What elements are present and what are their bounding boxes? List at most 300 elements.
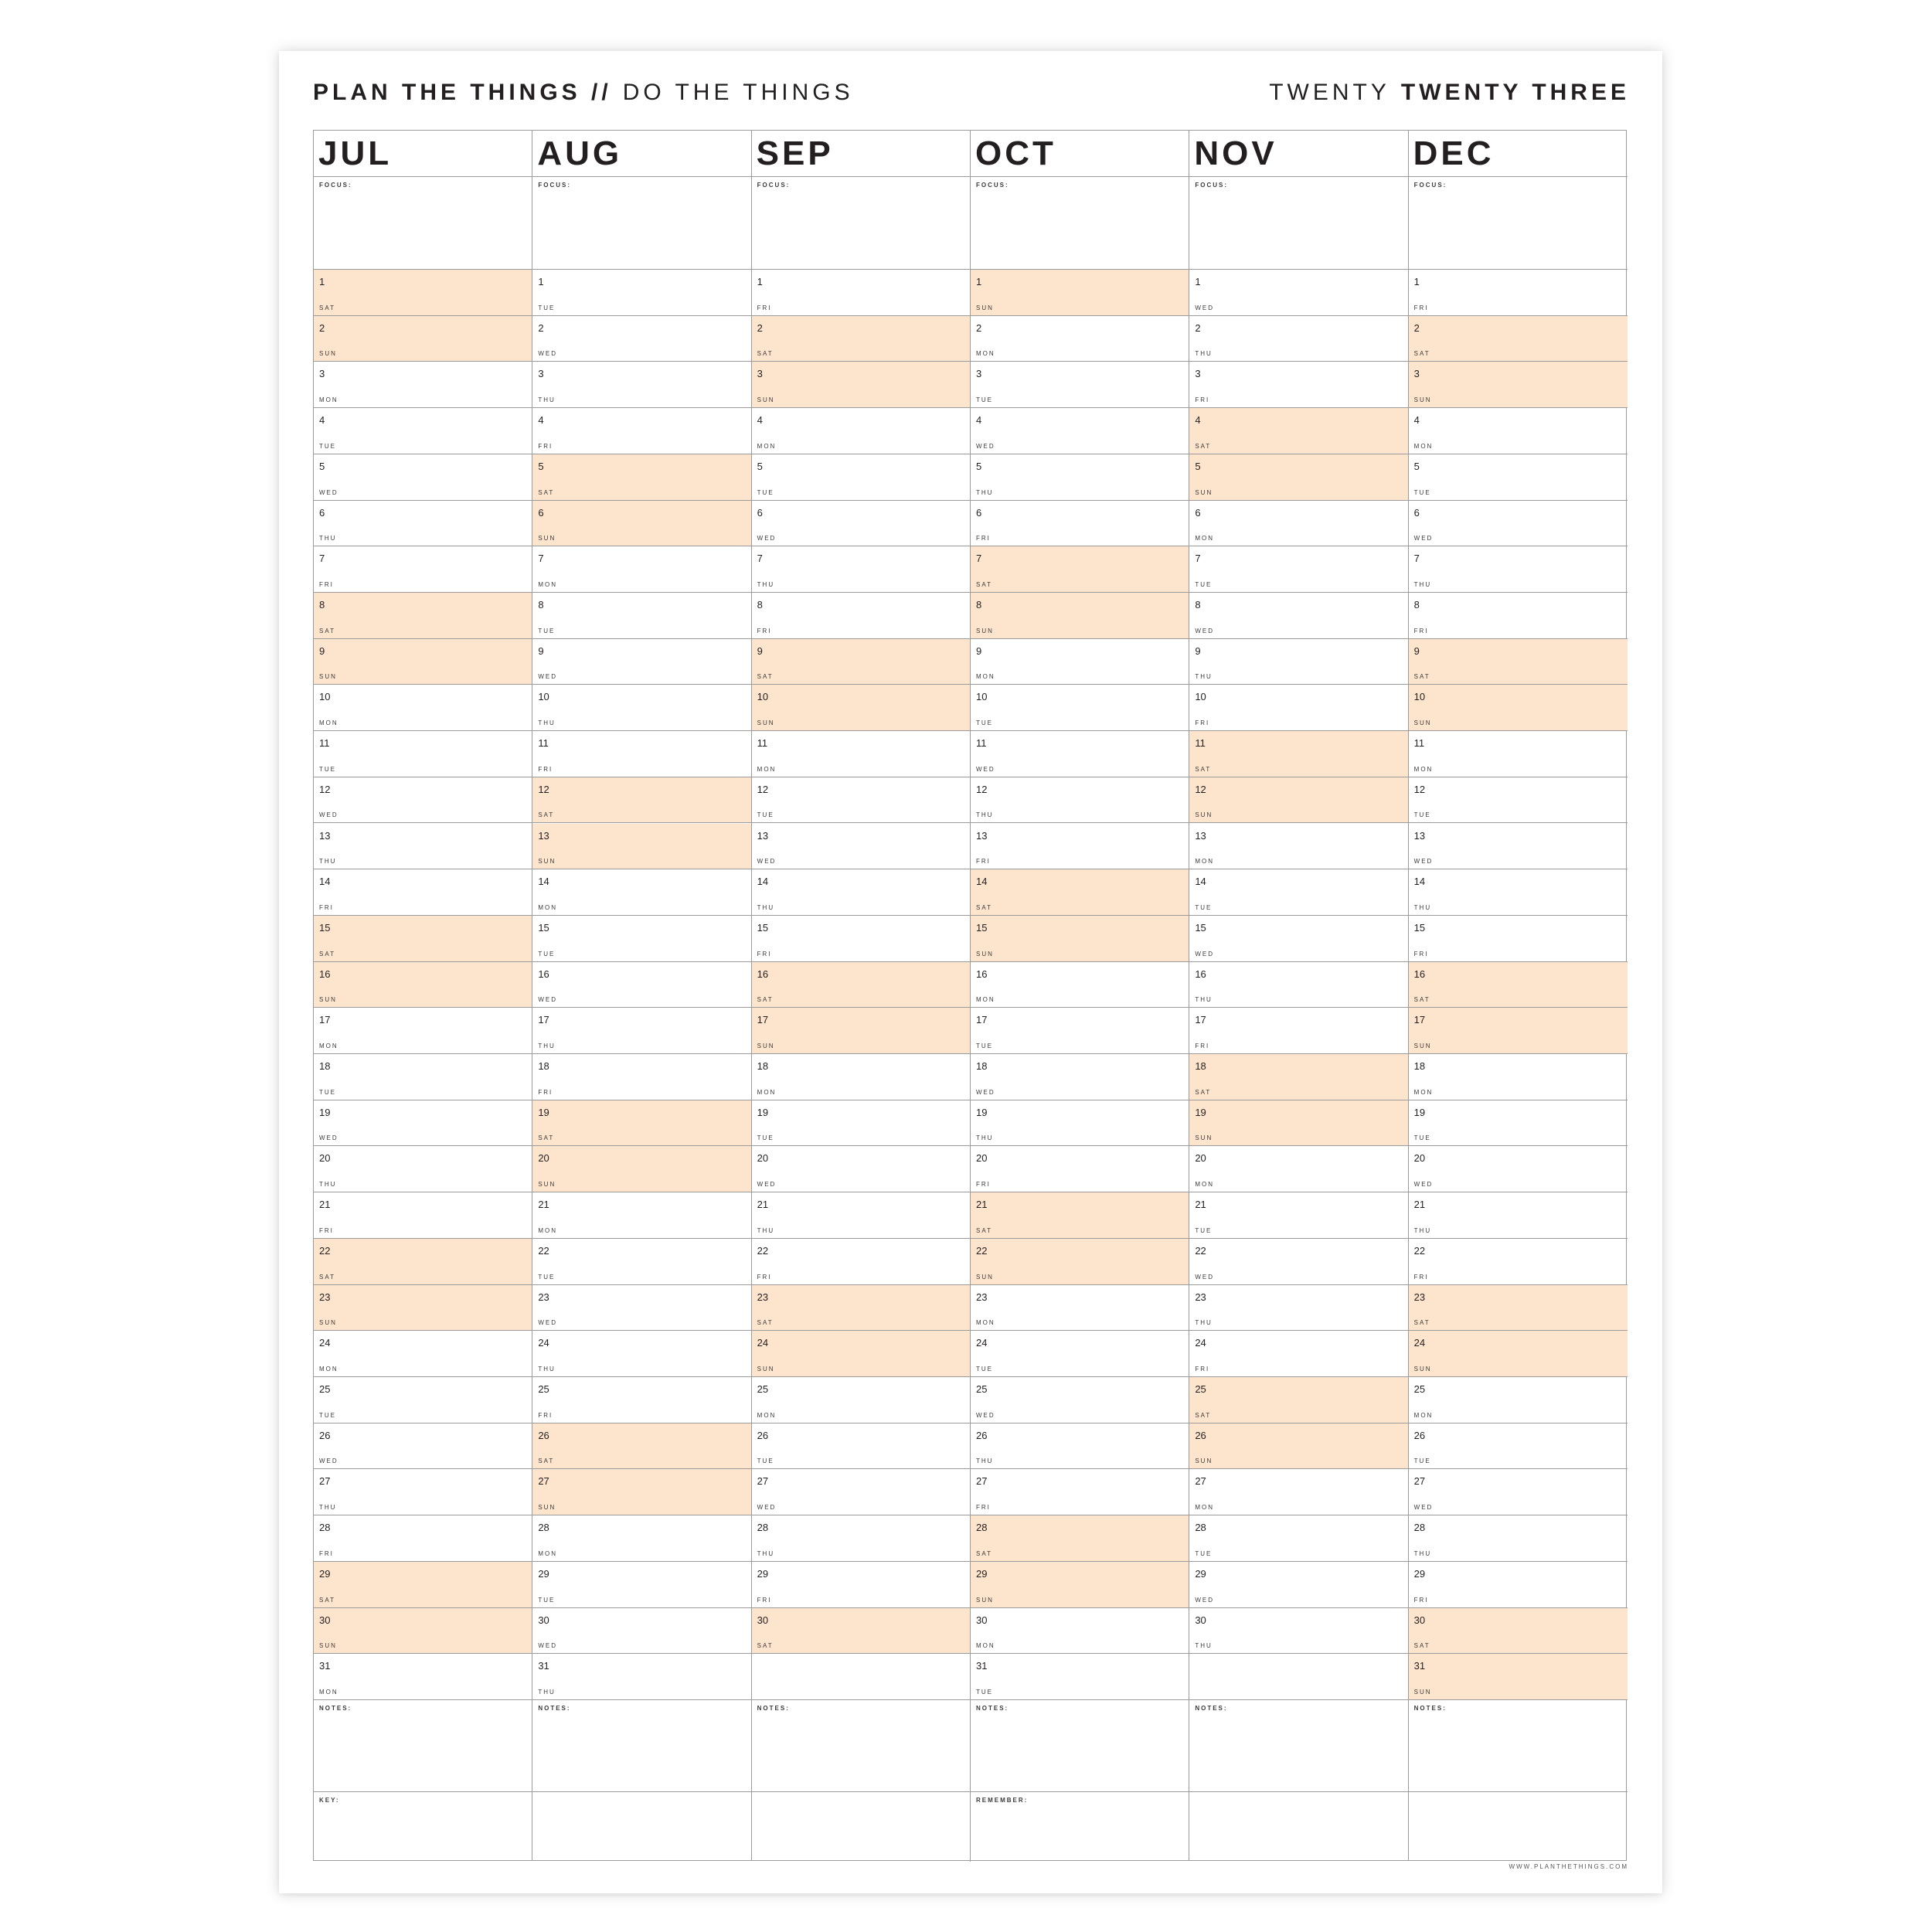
day-cell[interactable] [971,1654,1189,1700]
day-number: 16 [976,968,988,980]
day-number: 14 [976,876,988,888]
day-cell[interactable] [971,1331,1189,1377]
day-of-week: MON [319,719,338,727]
day-of-week: THU [319,535,337,543]
day-number: 29 [538,1567,549,1580]
day-cell[interactable] [314,270,532,316]
day-cell[interactable] [314,1515,532,1562]
day-cell[interactable] [971,454,1189,501]
day-cell[interactable] [971,962,1189,1009]
day-of-week: SAT [1413,1642,1430,1650]
day-number: 29 [1195,1567,1206,1580]
day-cell[interactable] [532,685,750,731]
day-cell[interactable] [314,869,532,916]
day-of-week: FRI [976,1181,991,1189]
day-cell[interactable] [532,1469,750,1515]
day-cell[interactable] [532,962,750,1009]
day-cell[interactable] [532,1562,750,1608]
day-cell[interactable] [1409,270,1628,316]
day-cell[interactable] [314,1285,532,1332]
notes-label: NOTES: [538,1705,571,1712]
day-cell[interactable] [1409,501,1628,547]
day-cell[interactable] [971,1054,1189,1100]
day-cell[interactable] [314,1100,532,1147]
day-of-week: SAT [757,996,774,1004]
day-cell[interactable] [971,546,1189,593]
focus-label: FOCUS: [1195,182,1228,189]
day-number: 2 [319,321,325,334]
day-cell[interactable] [314,1562,532,1608]
day-cell[interactable] [1189,454,1407,501]
day-cell[interactable] [971,1146,1189,1192]
day-cell[interactable] [752,1608,970,1655]
day-cell[interactable] [1409,1054,1628,1100]
day-cell[interactable] [1409,1423,1628,1470]
day-cell[interactable] [1409,593,1628,639]
day-cell[interactable] [752,685,970,731]
day-cell[interactable] [314,1054,532,1100]
notes-box[interactable] [752,1700,970,1792]
day-number: 6 [538,506,544,519]
day-cell[interactable] [1409,1008,1628,1054]
day-cell[interactable] [1409,1469,1628,1515]
day-cell[interactable] [752,1562,970,1608]
day-cell[interactable] [532,408,750,454]
day-cell[interactable] [752,454,970,501]
day-cell[interactable] [1409,1192,1628,1239]
day-cell[interactable] [1189,1562,1407,1608]
day-cell[interactable] [1409,1608,1628,1655]
day-cell[interactable] [1409,1239,1628,1285]
day-cell[interactable] [314,962,532,1009]
day-of-week: WED [538,996,557,1004]
day-number: 26 [1413,1429,1426,1441]
day-cell[interactable] [314,546,532,593]
day-cell[interactable] [752,824,970,870]
day-cell[interactable] [532,454,750,501]
day-cell[interactable] [1189,777,1407,824]
day-cell[interactable] [752,546,970,593]
day-cell[interactable] [971,1192,1189,1239]
day-number: 9 [757,645,763,657]
day-of-week: MON [319,1043,338,1050]
focus-box[interactable] [1189,177,1407,270]
day-cell[interactable] [752,1008,970,1054]
day-cell[interactable] [1409,869,1628,916]
day-cell[interactable] [532,1423,750,1470]
day-cell[interactable] [752,593,970,639]
day-cell[interactable] [532,869,750,916]
day-cell[interactable] [752,1146,970,1192]
day-of-week: TUE [976,719,993,727]
day-cell[interactable] [1189,501,1407,547]
day-cell[interactable] [752,1515,970,1562]
day-cell[interactable] [1189,1515,1407,1562]
day-cell[interactable] [314,824,532,870]
day-number: 21 [1413,1199,1426,1211]
day-cell[interactable] [1409,408,1628,454]
day-number: 4 [319,414,325,427]
day-of-week: TUE [319,442,336,450]
day-number: 3 [538,368,544,380]
day-cell[interactable] [1409,546,1628,593]
day-of-week: THU [976,811,994,819]
day-cell[interactable] [752,777,970,824]
day-cell[interactable] [532,777,750,824]
day-cell[interactable] [532,316,750,362]
day-cell[interactable] [971,731,1189,777]
day-cell[interactable] [1409,1515,1628,1562]
day-number: 21 [1195,1199,1206,1211]
day-cell[interactable] [1189,1285,1407,1332]
key-box[interactable] [314,1792,971,1862]
day-of-week: WED [1195,1273,1214,1281]
day-cell[interactable] [752,1377,970,1423]
day-cell[interactable] [314,1192,532,1239]
day-number: 14 [757,876,769,888]
day-cell[interactable] [532,1054,750,1100]
day-cell[interactable] [532,1008,750,1054]
day-of-week: MON [319,1688,338,1696]
focus-label: FOCUS: [757,182,791,189]
notes-box[interactable] [1409,1700,1628,1792]
day-cell[interactable] [532,1239,750,1285]
day-cell[interactable] [1409,962,1628,1009]
day-cell[interactable] [752,270,970,316]
day-cell[interactable] [314,731,532,777]
day-cell[interactable] [1409,777,1628,824]
day-of-week: TUE [1413,811,1431,819]
day-of-week: SAT [757,1319,774,1327]
day-of-week: SUN [757,1043,775,1050]
day-cell[interactable] [314,1146,532,1192]
day-cell[interactable] [1189,869,1407,916]
day-of-week: SAT [757,350,774,358]
day-cell[interactable] [314,1331,532,1377]
day-cell[interactable] [971,1377,1189,1423]
day-cell[interactable] [532,1192,750,1239]
day-cell[interactable] [752,1239,970,1285]
day-of-week: SAT [538,1458,555,1465]
day-cell[interactable] [752,1469,970,1515]
day-cell[interactable] [971,270,1189,316]
day-cell[interactable] [314,1654,532,1700]
day-cell[interactable] [1409,316,1628,362]
day-cell[interactable] [314,316,532,362]
focus-box[interactable] [314,177,532,270]
focus-box[interactable] [971,177,1189,270]
day-cell[interactable] [752,501,970,547]
day-cell[interactable] [314,1469,532,1515]
day-cell[interactable] [532,362,750,408]
day-of-week: WED [319,488,338,496]
day-number: 28 [976,1522,988,1534]
day-cell[interactable] [752,1100,970,1147]
day-cell[interactable] [1409,685,1628,731]
day-number: 26 [1195,1429,1206,1441]
day-number: 7 [319,553,325,565]
day-cell[interactable] [314,454,532,501]
day-cell[interactable] [971,1285,1189,1332]
day-number: 10 [538,691,549,703]
day-cell[interactable] [1409,916,1628,962]
day-of-week: SUN [1195,811,1213,819]
day-cell[interactable] [971,1008,1189,1054]
day-cell[interactable] [1409,639,1628,685]
day-number: 16 [1413,968,1426,980]
day-number: 16 [757,968,769,980]
day-number: 19 [319,1106,331,1118]
day-of-week: FRI [538,765,553,773]
day-of-week: THU [538,719,556,727]
day-of-week: SUN [976,950,994,957]
day-cell[interactable] [314,916,532,962]
day-cell[interactable] [971,685,1189,731]
day-number: 12 [1195,783,1206,795]
day-cell[interactable] [532,501,750,547]
day-cell[interactable] [752,962,970,1009]
day-cell[interactable] [971,639,1189,685]
notes-box[interactable] [532,1700,750,1792]
day-number: 9 [319,645,325,657]
day-cell[interactable] [1189,270,1407,316]
day-cell[interactable] [752,869,970,916]
day-cell[interactable] [752,1054,970,1100]
day-cell[interactable] [752,1285,970,1332]
day-cell[interactable] [532,916,750,962]
day-number: 4 [976,414,982,427]
day-number: 26 [538,1429,549,1441]
day-of-week: SAT [1413,1319,1430,1327]
day-cell[interactable] [1189,546,1407,593]
day-cell[interactable] [1409,1100,1628,1147]
day-cell[interactable] [532,593,750,639]
day-number: 30 [757,1614,769,1626]
notes-box[interactable] [314,1700,532,1792]
day-cell[interactable] [971,501,1189,547]
day-cell[interactable] [1409,362,1628,408]
day-cell[interactable] [1409,1654,1628,1700]
focus-box[interactable] [532,177,750,270]
month-column-sep [752,131,971,1860]
day-number: 23 [319,1291,331,1303]
day-cell[interactable] [532,1146,750,1192]
day-cell[interactable] [314,1608,532,1655]
day-cell[interactable] [532,824,750,870]
day-cell[interactable] [752,1423,970,1470]
day-number: 3 [1413,368,1420,380]
day-of-week: WED [1413,1504,1434,1512]
day-number: 12 [538,783,549,795]
day-number: 13 [1413,829,1426,842]
day-cell[interactable] [314,1008,532,1054]
day-number: 31 [319,1660,331,1672]
day-number: 13 [976,829,988,842]
day-cell[interactable] [1189,1008,1407,1054]
day-cell[interactable] [752,1192,970,1239]
day-cell[interactable] [532,546,750,593]
day-cell[interactable] [1409,1562,1628,1608]
day-cell[interactable] [1189,1608,1407,1655]
day-cell[interactable] [314,639,532,685]
day-cell[interactable] [1409,824,1628,870]
day-cell[interactable] [971,1608,1189,1655]
day-cell[interactable] [752,639,970,685]
day-cell[interactable] [1409,1331,1628,1377]
day-number: 7 [976,553,982,565]
day-cell[interactable] [971,1562,1189,1608]
day-of-week: WED [1413,1181,1434,1189]
key-label: KEY: [319,1797,340,1804]
day-cell[interactable] [752,362,970,408]
day-of-week: TUE [1195,580,1213,588]
day-cell[interactable] [971,777,1189,824]
day-cell[interactable] [532,1654,750,1700]
day-cell[interactable] [314,685,532,731]
day-number: 24 [1413,1337,1426,1349]
day-cell[interactable] [1189,1239,1407,1285]
day-number: 4 [1195,414,1201,427]
day-of-week: FRI [319,580,334,588]
day-cell[interactable] [1409,1146,1628,1192]
day-cell[interactable] [1189,362,1407,408]
day-cell[interactable] [1189,316,1407,362]
day-cell[interactable] [971,1423,1189,1470]
day-number: 5 [1413,460,1420,472]
day-cell[interactable] [971,824,1189,870]
day-number: 17 [319,1014,331,1026]
notes-label: NOTES: [1413,1705,1447,1712]
day-cell[interactable] [1189,593,1407,639]
day-cell[interactable] [1189,916,1407,962]
day-of-week: TUE [757,488,774,496]
day-cell[interactable] [1189,1377,1407,1423]
day-of-week: TUE [538,627,556,634]
day-cell[interactable] [971,869,1189,916]
day-number: 22 [1413,1244,1426,1257]
day-cell[interactable] [752,1331,970,1377]
day-number: 17 [1413,1014,1426,1026]
day-of-week: SAT [976,903,992,911]
day-cell[interactable] [971,316,1189,362]
day-number: 25 [538,1383,549,1396]
day-cell[interactable] [971,1469,1189,1515]
notes-box[interactable] [971,1700,1189,1792]
day-of-week: TUE [538,1596,556,1604]
day-cell[interactable] [1189,1100,1407,1147]
day-cell[interactable] [971,362,1189,408]
notes-label: NOTES: [976,1705,1009,1712]
day-cell[interactable] [1189,1331,1407,1377]
day-of-week: FRI [757,1273,772,1281]
day-cell[interactable] [532,1608,750,1655]
day-cell[interactable] [1189,1192,1407,1239]
day-cell[interactable] [971,408,1189,454]
day-cell[interactable] [532,639,750,685]
focus-box[interactable] [752,177,970,270]
day-cell[interactable] [1189,1423,1407,1470]
day-of-week: MON [976,1642,995,1650]
day-cell[interactable] [532,270,750,316]
day-cell[interactable] [314,777,532,824]
day-cell[interactable] [1409,731,1628,777]
day-cell[interactable] [1409,1377,1628,1423]
day-number: 26 [976,1429,988,1441]
day-number: 19 [1413,1106,1426,1118]
day-of-week: SAT [538,811,555,819]
day-cell[interactable] [971,1239,1189,1285]
day-cell[interactable] [1409,1285,1628,1332]
day-number: 6 [757,506,763,519]
day-of-week: MON [319,1366,338,1372]
day-number: 28 [1195,1522,1206,1534]
day-of-week: WED [538,1642,557,1650]
day-number: 27 [1195,1475,1206,1488]
day-cell[interactable] [314,501,532,547]
day-number: 11 [538,737,549,750]
day-number: 3 [976,368,982,380]
day-cell[interactable] [532,1377,750,1423]
day-cell[interactable] [971,593,1189,639]
day-cell[interactable] [314,408,532,454]
day-cell[interactable] [752,731,970,777]
day-cell[interactable] [1189,1469,1407,1515]
day-number: 24 [319,1337,331,1349]
day-cell[interactable] [314,593,532,639]
day-of-week: TUE [757,1458,774,1465]
day-cell[interactable] [752,316,970,362]
notes-box[interactable] [1189,1700,1407,1792]
day-cell[interactable] [1189,685,1407,731]
day-cell[interactable] [1189,962,1407,1009]
day-cell[interactable] [971,1100,1189,1147]
day-cell[interactable] [314,1377,532,1423]
day-number: 12 [976,783,988,795]
day-number: 16 [1195,968,1206,980]
day-cell[interactable] [314,1239,532,1285]
day-cell[interactable] [971,916,1189,962]
day-cell[interactable] [752,408,970,454]
day-cell[interactable] [971,1515,1189,1562]
day-number: 22 [757,1244,769,1257]
day-cell[interactable] [532,1100,750,1147]
day-cell[interactable] [532,731,750,777]
day-cell[interactable] [1189,639,1407,685]
day-cell[interactable] [1189,824,1407,870]
day-number: 6 [1413,506,1420,519]
day-cell[interactable] [314,362,532,408]
day-cell[interactable] [752,916,970,962]
day-cell[interactable] [314,1423,532,1470]
day-cell[interactable] [532,1285,750,1332]
day-cell[interactable] [1189,408,1407,454]
day-cell[interactable] [1409,454,1628,501]
day-cell[interactable] [1189,1054,1407,1100]
day-cell[interactable] [532,1515,750,1562]
day-number: 28 [538,1522,549,1534]
focus-box[interactable] [1409,177,1628,270]
day-cell[interactable] [1189,1146,1407,1192]
day-number: 31 [1413,1660,1426,1672]
day-of-week: FRI [757,950,772,957]
day-number: 16 [319,968,331,980]
day-of-week: FRI [319,1226,334,1234]
remember-box[interactable] [971,1792,1628,1862]
day-cell[interactable] [1189,731,1407,777]
day-number: 8 [538,598,544,611]
day-number: 22 [319,1244,331,1257]
day-cell[interactable] [532,1331,750,1377]
